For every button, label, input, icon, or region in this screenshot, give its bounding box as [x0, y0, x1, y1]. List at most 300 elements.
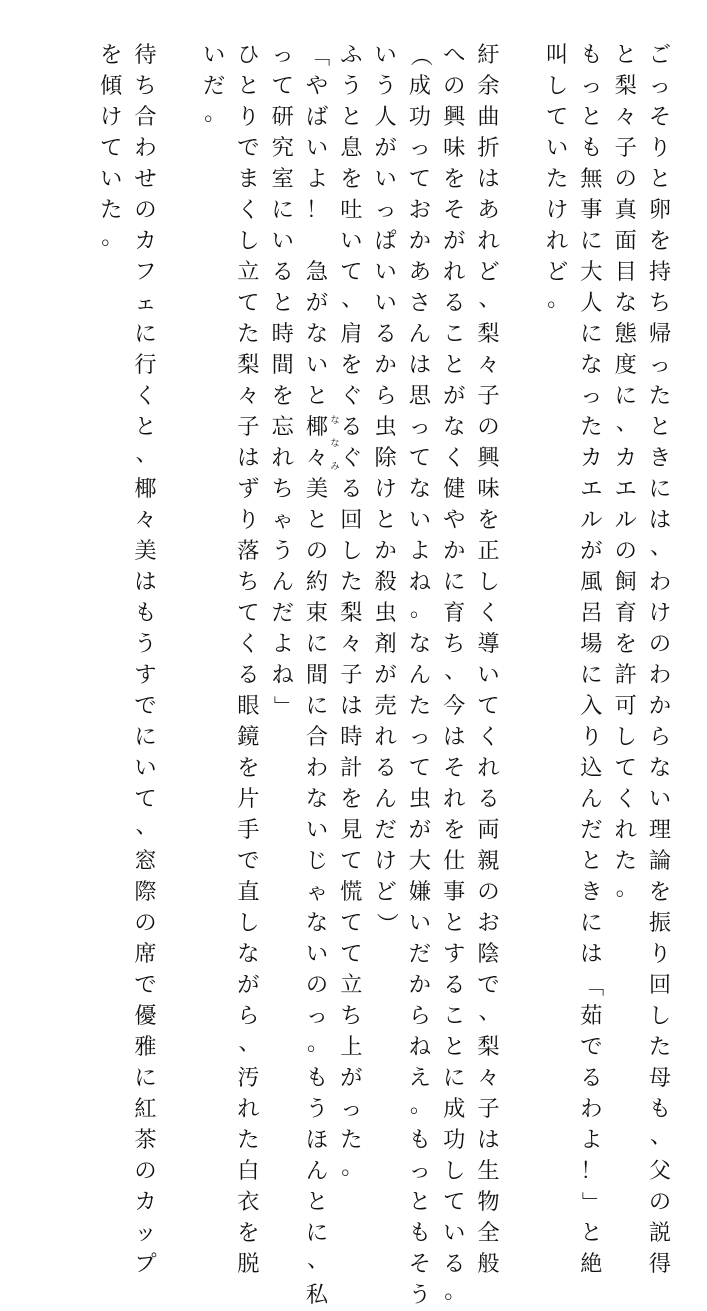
text-char: 雅 — [134, 1034, 157, 1060]
text-char: 許 — [614, 662, 637, 688]
text-char: 際 — [134, 879, 157, 905]
text-column — [441, 40, 467, 1311]
text-char: ど — [374, 879, 397, 905]
text-char: な — [580, 352, 603, 378]
text-char: い — [374, 42, 397, 68]
text-char: と — [443, 352, 466, 378]
text-char: れ — [443, 259, 466, 285]
text-char: ち — [271, 476, 294, 502]
text-char: 飼 — [614, 569, 637, 595]
text-char: る — [340, 414, 363, 440]
text-char: 。 — [101, 224, 124, 250]
text-char: 興 — [443, 104, 466, 130]
text-char: 殺 — [374, 569, 397, 595]
text-char: ゃ — [271, 507, 294, 533]
text-char: も — [580, 135, 603, 161]
text-char: 椰 — [134, 476, 157, 502]
text-char: も — [408, 1127, 431, 1153]
text-char: の — [134, 910, 157, 936]
text-char: と — [648, 414, 672, 440]
text-char: り — [580, 724, 603, 750]
text-char: 行 — [134, 352, 157, 378]
text-char: 落 — [237, 538, 260, 564]
text-char: だ — [408, 941, 431, 967]
text-char: あ — [477, 197, 500, 223]
text-char: 紅 — [134, 1096, 157, 1122]
text-char: に — [305, 693, 329, 719]
text-char: 。 — [444, 1278, 467, 1304]
text-char: い — [546, 135, 569, 161]
text-char: れ — [271, 445, 294, 471]
text-char: 理 — [648, 817, 672, 843]
text-char: 手 — [237, 817, 260, 843]
text-char: そ — [408, 1251, 431, 1277]
text-char: っ — [271, 42, 294, 68]
text-char: 吐 — [340, 197, 363, 223]
text-char: る — [271, 259, 294, 285]
text-char: 、 — [478, 286, 501, 312]
text-char: の — [477, 879, 500, 905]
text-char: の — [305, 538, 329, 564]
text-char: ル — [614, 507, 637, 533]
text-char: と — [374, 507, 397, 533]
text-char: 思 — [408, 383, 431, 409]
text-char: 場 — [580, 631, 603, 657]
text-char: 々 — [477, 1065, 500, 1091]
text-char: 時 — [340, 724, 363, 750]
text-column — [270, 40, 296, 722]
text-char: 全 — [477, 1220, 500, 1246]
text-char: さ — [408, 290, 431, 316]
text-char: 虫 — [374, 600, 397, 626]
text-char: 味 — [443, 135, 466, 161]
text-char: を — [648, 228, 672, 254]
text-char: 立 — [237, 259, 260, 285]
text-char: よ — [408, 538, 431, 564]
text-char: ら — [408, 1003, 431, 1029]
text-char: 。 — [341, 1154, 364, 1180]
text-char: 席 — [134, 941, 157, 967]
text-char: に — [271, 197, 294, 223]
text-char: 得 — [648, 1251, 672, 1277]
text-char: す — [443, 941, 466, 967]
text-char: 間 — [305, 662, 329, 688]
text-char: と — [580, 104, 603, 130]
text-column — [304, 40, 330, 1311]
ruby-reading: み — [330, 462, 340, 472]
text-char: の — [134, 1158, 157, 1184]
text-char: 時 — [271, 321, 294, 347]
text-char: フ — [134, 259, 157, 285]
text-char: ） — [373, 912, 400, 935]
text-char: れ — [477, 755, 500, 781]
text-char: ェ — [134, 290, 157, 316]
text-char: る — [340, 476, 363, 502]
text-char: プ — [134, 1251, 157, 1277]
text-char: を — [340, 352, 363, 378]
text-char: 汚 — [237, 1065, 260, 1091]
text-char: き — [580, 879, 603, 905]
text-char: ち — [134, 73, 157, 99]
text-char: 曲 — [477, 104, 500, 130]
text-char: 態 — [614, 321, 637, 347]
text-char: 、 — [615, 410, 638, 436]
text-char: っ — [305, 1003, 329, 1029]
text-char: 除 — [374, 445, 397, 471]
text-char: が — [305, 290, 329, 316]
text-char: の — [134, 197, 157, 223]
text-char: 。 — [204, 100, 227, 126]
text-char: 、 — [478, 999, 501, 1025]
text-char: も — [648, 1096, 672, 1122]
text-char: だ — [374, 817, 397, 843]
text-char: に — [580, 910, 603, 936]
text-char: も — [134, 600, 157, 626]
text-char: せ — [134, 166, 157, 192]
text-char: た — [546, 166, 569, 192]
text-char: 売 — [374, 693, 397, 719]
text-char: 母 — [648, 1065, 672, 1091]
text-char: は — [477, 166, 500, 192]
text-char: く — [237, 631, 260, 657]
text-char: 」 — [578, 1191, 605, 1214]
text-char: は — [134, 569, 157, 595]
text-char: え — [408, 1065, 431, 1091]
text-char: 事 — [580, 197, 603, 223]
text-char: か — [408, 228, 431, 254]
text-column — [613, 40, 639, 908]
text-char: そ — [443, 197, 466, 223]
text-column — [201, 40, 227, 133]
text-char: れ — [614, 817, 637, 843]
text-char: て — [237, 290, 260, 316]
text-char: 優 — [134, 1003, 157, 1029]
text-char: の — [648, 631, 672, 657]
text-char: て — [237, 600, 260, 626]
text-char: と — [305, 383, 329, 409]
text-char: ル — [580, 507, 603, 533]
text-column — [578, 40, 604, 1280]
text-char: な — [305, 786, 329, 812]
text-char: 呂 — [580, 600, 603, 626]
text-char: 忘 — [271, 414, 294, 440]
text-char: を — [271, 383, 294, 409]
text-char: ふ — [340, 42, 363, 68]
text-char: 傾 — [100, 73, 123, 99]
text-char: も — [305, 1065, 329, 1091]
text-char: が — [408, 817, 431, 843]
text-char: け — [374, 476, 397, 502]
text-char: し — [614, 724, 637, 750]
text-char: た — [648, 1034, 672, 1060]
text-char: き — [648, 445, 672, 471]
text-char: い — [408, 507, 431, 533]
text-char: 味 — [477, 476, 500, 502]
text-char: 面 — [614, 228, 637, 254]
text-char: り — [237, 104, 260, 130]
text-column — [98, 40, 124, 257]
text-char: る — [580, 1065, 603, 1091]
text-char: る — [374, 321, 397, 347]
ruby-reading: な — [330, 416, 340, 426]
text-char: か — [374, 538, 397, 564]
text-char: の — [477, 414, 500, 440]
text-char: に — [134, 1065, 157, 1091]
text-char: 育 — [614, 600, 637, 626]
text-char: 梨 — [477, 321, 500, 347]
text-char: か — [648, 693, 672, 719]
text-char: 虫 — [408, 786, 431, 812]
text-char: 親 — [477, 848, 500, 874]
text-char: く — [443, 445, 466, 471]
text-char: ん — [305, 1158, 329, 1184]
text-char: 、 — [650, 1123, 673, 1149]
text-char: や — [443, 507, 466, 533]
text-column — [235, 40, 261, 1280]
text-char: 「 — [304, 44, 331, 67]
text-char: で — [477, 972, 500, 998]
text-char: 目 — [614, 259, 637, 285]
text-char: い — [374, 290, 397, 316]
text-char: 計 — [340, 755, 363, 781]
text-char: だ — [203, 73, 226, 99]
text-char: 両 — [477, 817, 500, 843]
text-char: 見 — [340, 817, 363, 843]
text-char: い — [305, 352, 329, 378]
text-char: 急 — [305, 259, 329, 285]
text-char: い — [271, 228, 294, 254]
text-char: 美 — [134, 538, 157, 564]
text-char: 育 — [443, 600, 466, 626]
text-char: ち — [443, 631, 466, 657]
text-char: 子 — [477, 1096, 500, 1122]
text-char: 梨 — [340, 600, 363, 626]
text-char: る — [443, 972, 466, 998]
text-char: い — [100, 166, 123, 192]
text-column — [544, 40, 570, 319]
text-char: 。 — [409, 1092, 433, 1118]
text-char: カ — [614, 445, 637, 471]
text-char: い — [134, 755, 157, 781]
text-char: 論 — [648, 848, 672, 874]
text-char: な — [443, 414, 466, 440]
text-char: 脱 — [237, 1251, 260, 1277]
text-char: 度 — [614, 352, 637, 378]
text-char: ち — [340, 1003, 363, 1029]
text-char: 大 — [408, 848, 431, 874]
text-char: 直 — [237, 879, 260, 905]
text-char: 帰 — [648, 321, 672, 347]
text-char: よ — [271, 631, 294, 657]
text-char: カ — [134, 228, 157, 254]
text-char: れ — [477, 228, 500, 254]
text-char: う — [340, 73, 363, 99]
text-char: あ — [408, 259, 431, 285]
text-char: ！ — [305, 197, 329, 223]
text-char: 真 — [614, 197, 637, 223]
text-char: い — [648, 786, 672, 812]
text-char: を — [648, 879, 672, 905]
text-char: 梨 — [614, 73, 637, 99]
text-char: れ — [237, 1096, 260, 1122]
text-char: て — [134, 786, 157, 812]
text-char: と — [580, 848, 603, 874]
text-char: カ — [580, 445, 603, 471]
text-char: て — [408, 166, 431, 192]
text-char: 片 — [237, 786, 260, 812]
text-char: を — [443, 817, 466, 843]
text-char: 美 — [305, 476, 329, 502]
text-char: れ — [443, 786, 466, 812]
text-char: ん — [408, 662, 431, 688]
text-char: は — [408, 352, 431, 378]
text-char: 束 — [305, 600, 329, 626]
text-char: る — [443, 1251, 466, 1277]
text-char: 振 — [648, 910, 672, 936]
text-char: 眼 — [237, 693, 260, 719]
text-char: へ — [443, 42, 466, 68]
text-char: 今 — [443, 693, 466, 719]
text-char: う — [305, 1096, 329, 1122]
text-column — [338, 40, 364, 1187]
text-char: に — [443, 569, 466, 595]
text-char: れ — [546, 228, 569, 254]
text-char: 々 — [614, 104, 637, 130]
text-char: 茹 — [580, 1003, 603, 1029]
text-char: 子 — [237, 414, 260, 440]
text-char: り — [648, 941, 672, 967]
text-char: と — [408, 1189, 431, 1215]
text-char: 功 — [408, 104, 431, 130]
text-char: 絶 — [580, 1251, 603, 1277]
text-char: 研 — [271, 104, 294, 130]
text-char: 折 — [477, 135, 500, 161]
text-char: よ — [305, 166, 329, 192]
text-char: と — [237, 73, 260, 99]
text-char: で — [237, 135, 260, 161]
text-char: と — [648, 166, 672, 192]
text-char: た — [100, 197, 123, 223]
text-char: ぐ — [340, 383, 363, 409]
text-char: 子 — [614, 135, 637, 161]
text-char: 待 — [134, 42, 157, 68]
text-char: た — [340, 1127, 363, 1153]
text-char: 導 — [477, 631, 500, 657]
text-char: が — [443, 228, 466, 254]
text-char: て — [477, 693, 500, 719]
text-char: い — [374, 166, 397, 192]
text-column — [407, 40, 433, 1311]
text-char: っ — [408, 135, 431, 161]
text-char: で — [580, 1034, 603, 1060]
text-char: わ — [580, 1096, 603, 1122]
text-char: が — [443, 383, 466, 409]
text-char: た — [580, 414, 603, 440]
text-char: い — [374, 259, 397, 285]
text-char: か — [408, 972, 431, 998]
text-char: 人 — [374, 104, 397, 130]
text-char: っ — [374, 197, 397, 223]
text-char: ぐ — [340, 445, 363, 471]
text-char: で — [237, 848, 260, 874]
text-char: っ — [408, 1158, 431, 1184]
text-char: 合 — [134, 104, 157, 130]
text-char: う — [374, 73, 397, 99]
ruby-reading: な — [330, 439, 340, 449]
text-char: い — [408, 910, 431, 936]
text-char: と — [340, 104, 363, 130]
text-char: け — [374, 848, 397, 874]
text-char: い — [305, 135, 329, 161]
text-char: っ — [580, 73, 603, 99]
text-char: ぱ — [374, 228, 397, 254]
text-char: な — [305, 910, 329, 936]
text-char: り — [648, 135, 672, 161]
text-char: 子 — [477, 383, 500, 409]
text-char: を — [100, 42, 123, 68]
text-char: と — [305, 1189, 329, 1215]
text-char: 虫 — [374, 414, 397, 440]
text-char: に — [443, 1065, 466, 1091]
text-char: 込 — [580, 755, 603, 781]
text-char: っ — [340, 1096, 363, 1122]
text-char: 般 — [477, 1251, 500, 1277]
text-char: っ — [580, 383, 603, 409]
text-char: 々 — [134, 507, 157, 533]
text-char: っ — [648, 73, 672, 99]
text-char: だ — [580, 817, 603, 843]
text-char: ご — [648, 42, 672, 68]
text-char: ち — [648, 290, 672, 316]
text-char: に — [614, 383, 637, 409]
text-char: 叫 — [546, 42, 569, 68]
text-char: 、 — [307, 1247, 330, 1273]
text-char: に — [580, 321, 603, 347]
text-char: エ — [614, 476, 637, 502]
text-char: 、 — [444, 658, 467, 684]
text-char: い — [305, 941, 329, 967]
text-char: で — [134, 693, 157, 719]
text-char: な — [305, 321, 329, 347]
text-char: 々 — [477, 352, 500, 378]
text-char: 成 — [408, 73, 431, 99]
text-char: に — [648, 476, 672, 502]
text-char: 、 — [135, 813, 158, 839]
text-char: 持 — [648, 259, 672, 285]
text-char: を — [614, 631, 637, 657]
text-char: て — [546, 104, 569, 130]
text-char: は — [237, 445, 260, 471]
text-char: 回 — [648, 972, 672, 998]
text-char: を — [477, 507, 500, 533]
text-char: が — [580, 538, 603, 564]
text-char: だ — [271, 600, 294, 626]
text-char: 白 — [237, 1158, 260, 1184]
text-char: 入 — [580, 693, 603, 719]
text-char: て — [340, 910, 363, 936]
text-char: た — [340, 569, 363, 595]
text-char: は — [340, 693, 363, 719]
text-char: 子 — [340, 662, 363, 688]
text-char: 々 — [305, 445, 329, 471]
text-char: し — [546, 73, 569, 99]
text-char: と — [134, 414, 157, 440]
text-char: か — [443, 538, 466, 564]
text-char: て — [100, 135, 123, 161]
text-char: 、 — [238, 1030, 261, 1056]
text-char: す — [134, 662, 157, 688]
text-char: の — [614, 166, 637, 192]
